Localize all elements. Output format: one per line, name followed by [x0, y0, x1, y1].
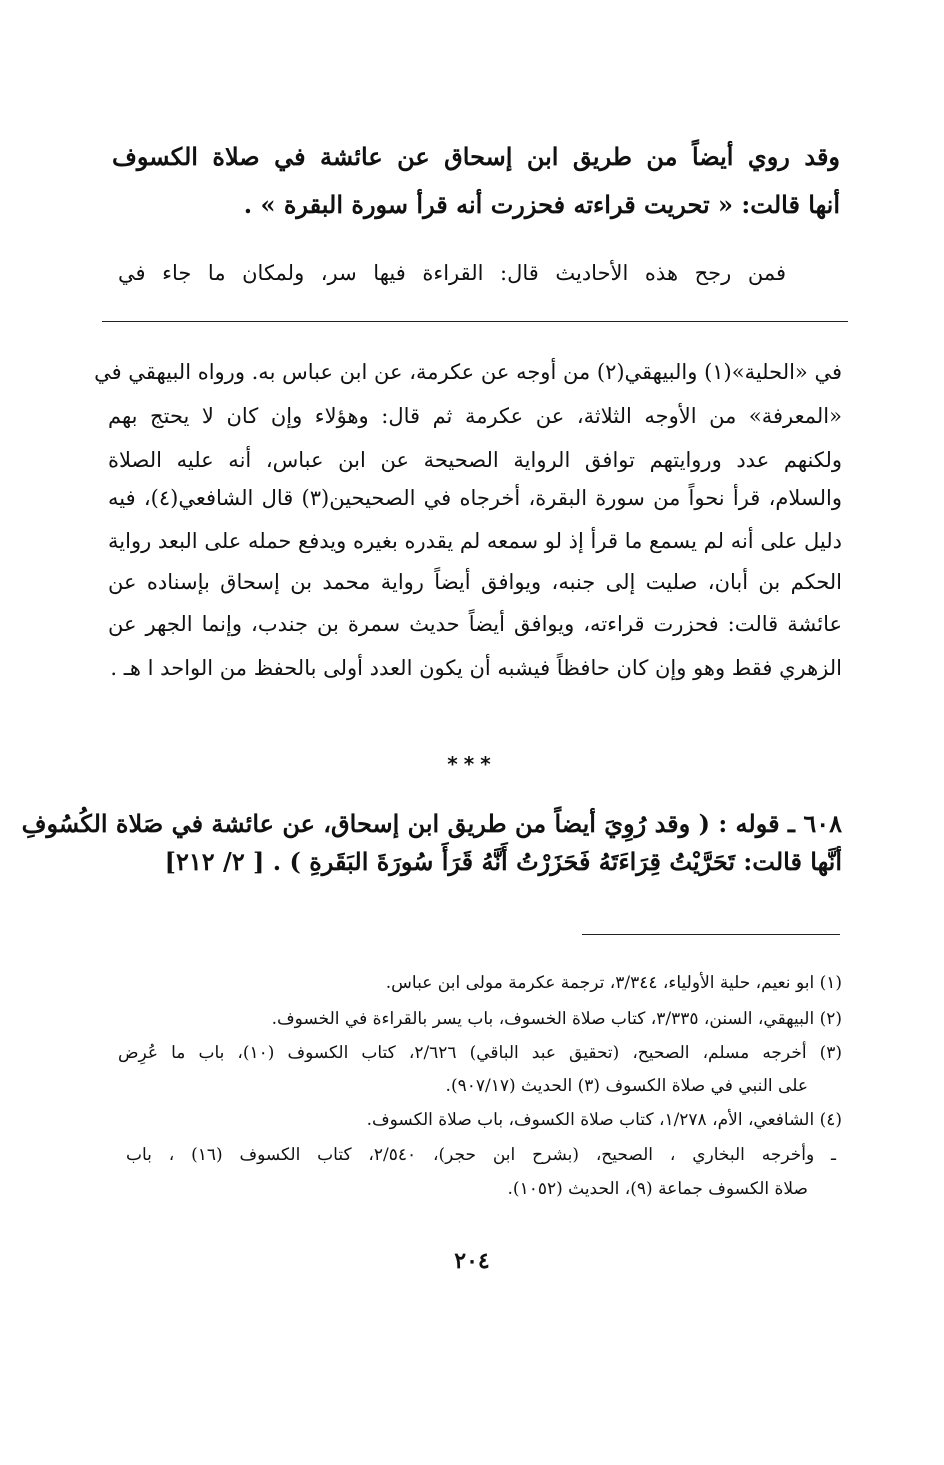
- section-separator-stars: ***: [447, 752, 497, 776]
- main-text-line-2: أنها قالت: « تحريت قراءته فحزرت أنه قرأ سورة البقرة » .: [243, 190, 840, 219]
- section-divider: [102, 321, 848, 322]
- entry-line-2: أنَّها قالت: تَحَرَّيْتُ قِرَاءَتَهُ فَحَزَرْتُ أَنَّهُ قَرَأَ سُورَةَ البَقَرةِ ) . [ ٢/ ٢١٢]: [164, 847, 842, 876]
- main-text-line-1: وقد روي أيضاً من طريق ابن إسحاق عن عائشة في صلاة الكسوف: [112, 142, 840, 171]
- commentary-line-5: دليل على أنه لم يسمع ما قرأ إذ لو سمعه لم يقدره بغيره ويدفع حمله على البعد رواية: [108, 529, 842, 553]
- commentary-line-6: الحكم بن أبان، صليت إلى جنبه، ويوافق أيضاً رواية محمد بن إسحاق بإسناده عن: [108, 570, 842, 594]
- footnote-4-additional-continued: صلاة الكسوف جماعة (٩)، الحديث (١٠٥٢).: [507, 1179, 808, 1199]
- commentary-line-3: ولكنهم عدد وروايتهم توافق الرواية الصحيحة عن ابن عباس، أنه عليه الصلاة: [108, 448, 842, 472]
- page-number: ٢٠٤: [454, 1248, 490, 1274]
- footnote-3: (٣) أخرجه مسلم، الصحيح، (تحقيق عبد الباقي) ٢/٦٢٦، كتاب الكسوف (١٠)، باب ما عُرِض: [118, 1043, 843, 1063]
- footnote-4: (٤) الشافعي، الأم، ١/٢٧٨، كتاب صلاة الكسوف، باب صلاة الكسوف.: [366, 1110, 842, 1130]
- commentary-line-1: في «الحلية»(١) والبيهقي(٢) من أوجه عن عكرمة، عن ابن عباس به. ورواه البيهقي في: [94, 360, 842, 384]
- footnote-1: (١) ابو نعيم، حلية الأولياء، ٣/٣٤٤، ترجمة عكرمة مولى ابن عباس.: [385, 973, 842, 993]
- footnote-3-continued: على النبي في صلاة الكسوف (٣) الحديث (٩٠٧/١٧).: [445, 1076, 808, 1096]
- commentary-line-4: والسلام، قرأ نحواً من سورة البقرة، أخرجاه في الصحيحين(٣) قال الشافعي(٤)، فيه: [108, 486, 842, 510]
- commentary-line-7: عائشة قالت: فحزرت قراءته، ويوافق أيضاً حديث سمرة بن جندب، وإنما الجهر عن: [108, 612, 842, 636]
- footnote-2: (٢) البيهقي، السنن، ٣/٣٣٥، كتاب صلاة الخسوف، باب يسر بالقراءة في الخسوف.: [271, 1009, 842, 1029]
- commentary-line-8: الزهري فقط وهو وإن كان حافظاً فيشبه أن يكون العدد أولى بالحفظ من الواحد ا هـ .: [110, 656, 842, 680]
- entry-line-1: ٦٠٨ ـ قوله : ( وقد رُوِيَ أيضاً من طريق ابن إسحاق، عن عائشة في صَلاة الكُسُوفِ: [21, 809, 842, 838]
- commentary-line-2: «المعرفة» من الأوجه الثلاثة، عن عكرمة ثم قال: وهؤلاء وإن كان لا يحتج بهم: [108, 404, 842, 428]
- footnote-4-additional: ـ وأخرجه البخاري ، الصحيح، (بشرح ابن حجر)، ٢/٥٤٠، كتاب الكسوف (١٦) ، باب: [126, 1145, 837, 1165]
- footnote-divider: [582, 934, 840, 935]
- main-text-line-3: فمن رجح هذه الأحاديث قال: القراءة فيها سر، ولمكان ما جاء في: [118, 261, 786, 285]
